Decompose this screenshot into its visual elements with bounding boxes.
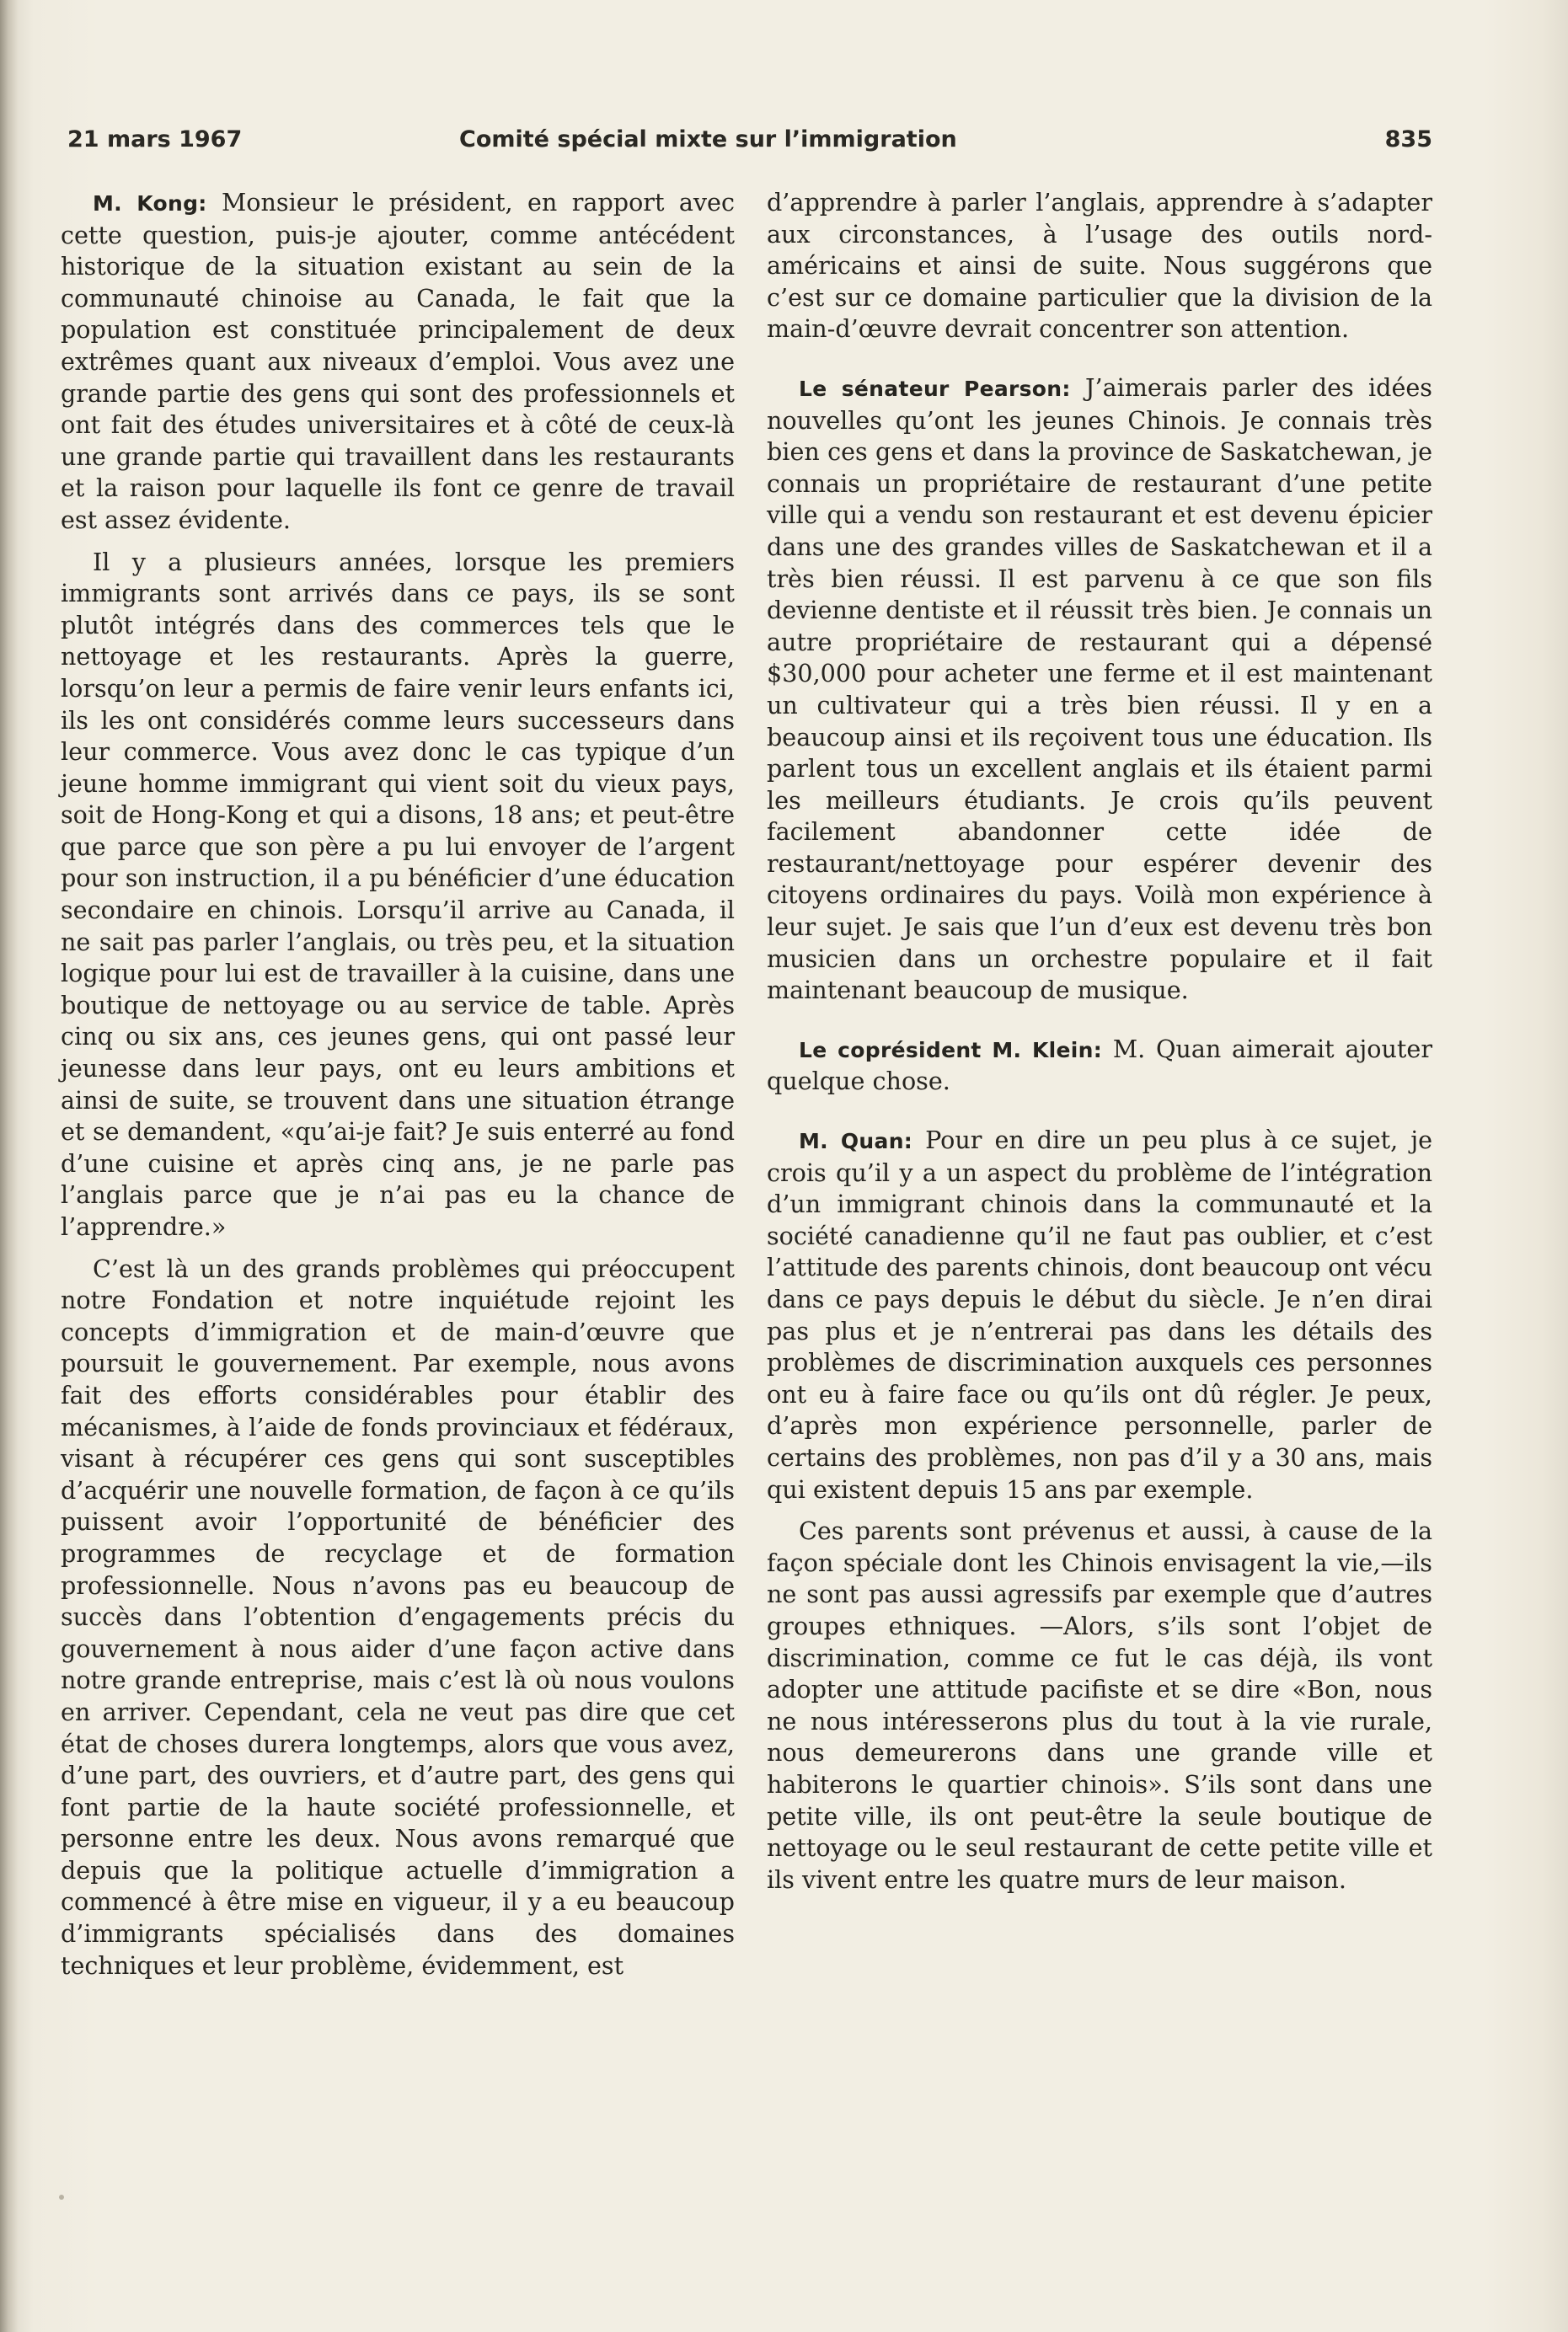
- header-page-number: 835: [1384, 126, 1432, 152]
- paragraph-pearson: [767, 372, 1432, 1007]
- print-speck: [59, 2195, 64, 2200]
- paragraph-text: J’aimerais parler des idées nouvelles qu’ont les jeunes Chinois. Je connais très bien ces gens et dans la province de Saskatchewan, je connais un propriétaire de restaurant d’une petite ville qui a vendu son restaurant et est devenu épicier dans une des grandes villes de Saskatchewan et il a très bien réussi. Il est parvenu à ce que son fils devienne dentiste et il réussit très bien. Je connais un autre propriétaire de restaurant qui a dépensé $30,000 pour acheter une ferme et il est maintenant un cultivateur qui a très bien réussi. Il y en a beaucoup ainsi et ils reçoivent tous une éducation. Ils parlent tous un excellent anglais et ils étaient parmi les meilleurs étudiants. Je crois qu’ils peuvent facilement abandonner cette idée de restaurant/nettoyage pour espérer devenir des citoyens ordinaires du pays. Voilà mon expérience à leur sujet. Je sais que l’un d’eux est devenu très bon musicien dans un orchestre populaire et il fait maintenant beaucoup de musique.: [767, 372, 1432, 1005]
- paragraph-text: Pour en dire un peu plus à ce sujet, je crois qu’il y a un aspect du problème de l’intégration d’un immigrant chinois dans la communauté et la société canadienne qu’il ne faut pas oublier, et c’est l’attitude des parents chinois, dont beaucoup ont vécu dans ce pays depuis le début du siècle. Je n’en dirai pas plus et je n’entrerai pas dans les détails des problèmes de discrimination auxquels ces personnes ont eu à faire face ou qu’ils ont dû régler. Je peux, d’après mon expérience personnelle, parler de certains des problèmes, non pas d’il y a 30 ans, mais qui existent depuis 15 ans par exemple.: [767, 1126, 1433, 1504]
- header-date: 21 mars 1967: [67, 126, 243, 152]
- paragraph-kong: [61, 187, 735, 537]
- paragraph-text: M. Quan aimerait ajouter quelque chose.: [767, 1034, 1433, 1096]
- paragraph-quan: [767, 1125, 1432, 1506]
- paragraph: C’est là un des grands problèmes qui préoccupent notre Fondation et notre inquiétude rejoint les concepts d’immigration et de main-d’œuvre que poursuit le gouvernement. Par exemple, nous avons fait des efforts considérables pour établir des mécanismes, à l’aide de fonds provinciaux et fédéraux, visant à récupérer ces gens qui sont susceptibles d’acquérir une nouvelle formation, de façon à ce qu’ils puissent avoir l’opportunité de bénéficier des programmes de recyclage et de formation professionnelle. Nous n’avons pas eu beaucoup de succès dans l’obtention d’engagements précis du gouvernement à nous aider d’une façon active dans notre grande entreprise, mais c’est là où nous voulons en arriver. Cependant, cela ne veut pas dire que cet état de choses durera longtemps, alors que vous avez, d’une part, des ouvriers, et d’autre part, des gens qui font partie de la haute société professionnelle, et personne entre les deux. Nous avons remarqué que depuis que la politique actuelle d’immigration a commencé à être mise en vigueur, il y a eu beaucoup d’immigrants spécialisés dans des domaines techniques et leur problème, évidemment, est: [61, 1254, 735, 1980]
- speaker-label: Le coprésident M. Klein:: [799, 1037, 1103, 1062]
- paragraph: Il y a plusieurs années, lorsque les premiers immigrants sont arrivés dans ce pays, ils se sont plutôt intégrés dans des commerces tels que le nettoyage et les restaurants. Après la guerre, lorsqu’on leur a permis de faire venir leurs enfants ici, ils les ont considérés comme leurs successeurs dans leur commerce. Vous avez donc le cas typique d’un jeune homme immigrant qui vient soit du vieux pays, soit de Hong-Kong et qui a disons, 18 ans; et peut-être que parce que son père a pu lui envoyer de l’argent pour son instruction, il a pu bénéficier d’une éducation secondaire en chinois. Lorsqu’il arrive au Canada, il ne sait pas parler l’anglais, ou très peu, et la situation logique pour lui est de travailler à la cuisine, dans une boutique de nettoyage ou au service de table. Après cinq ou six ans, ces jeunes gens, qui ont passé leur jeunesse dans leur pays, ont eu leurs ambitions et ainsi de suite, se trouvent dans une situation étrange et se demandent, «qu’ai-je fait? Je suis enterré au fond d’une cuisine et après cinq ans, je ne parle pas l’anglais parce que je n’ai pas eu la chance de l’apprendre.»: [61, 547, 735, 1241]
- paragraph-text: Monsieur le président, en rapport avec cette question, puis-je ajouter, comme antécédent historique de la situation existant au sein de la communauté chinoise au Canada, le fait que la population est constituée principalement de deux extrêmes quant aux niveaux d’emploi. Vous avez une grande partie des gens qui sont des professionnels et ont fait des études universitaires et à côté de ceux-là une grande partie qui travaillent dans les restaurants et la raison pour laquelle ils font ce genre de travail est assez évidente.: [61, 188, 735, 534]
- page-binding-edge: [0, 0, 19, 2332]
- paragraph-klein: [767, 1034, 1432, 1098]
- right-column: [767, 187, 1432, 1896]
- speaker-label: Le sénateur Pearson:: [799, 376, 1071, 401]
- page-header: [67, 126, 1432, 163]
- header-title: Comité spécial mixte sur l’immigration: [459, 126, 957, 152]
- paragraph: Ces parents sont prévenus et aussi, à cause de la façon spéciale dont les Chinois envisagent la vie,—ils ne sont pas aussi agressifs par exemple que d’autres groupes ethniques. —Alors, s’ils sont l’objet de discrimination, comme ce fut le cas déjà, ils vont adopter une attitude pacifiste et se dire «Bon, nous ne nous intéresserons plus du tout à la vie rurale, nous demeurerons dans une grande ville et habiterons le quartier chinois». S’ils sont dans une petite ville, ils ont peut-être la seule boutique de nettoyage ou le seul restaurant de cette petite ville et ils vivent entre les quatre murs de leur maison.: [767, 1516, 1432, 1894]
- speaker-label: M. Quan:: [799, 1129, 913, 1154]
- left-column: [61, 187, 735, 1982]
- speaker-label: M. Kong:: [93, 191, 207, 216]
- paragraph-continuation: d’apprendre à parler l’anglais, apprendre à s’adapter aux circonstances, à l’usage des outils nord-américains et ainsi de suite. Nous suggérons que c’est sur ce domaine particulier que la division de la main-d’œuvre devrait concentrer son attention.: [767, 188, 1432, 344]
